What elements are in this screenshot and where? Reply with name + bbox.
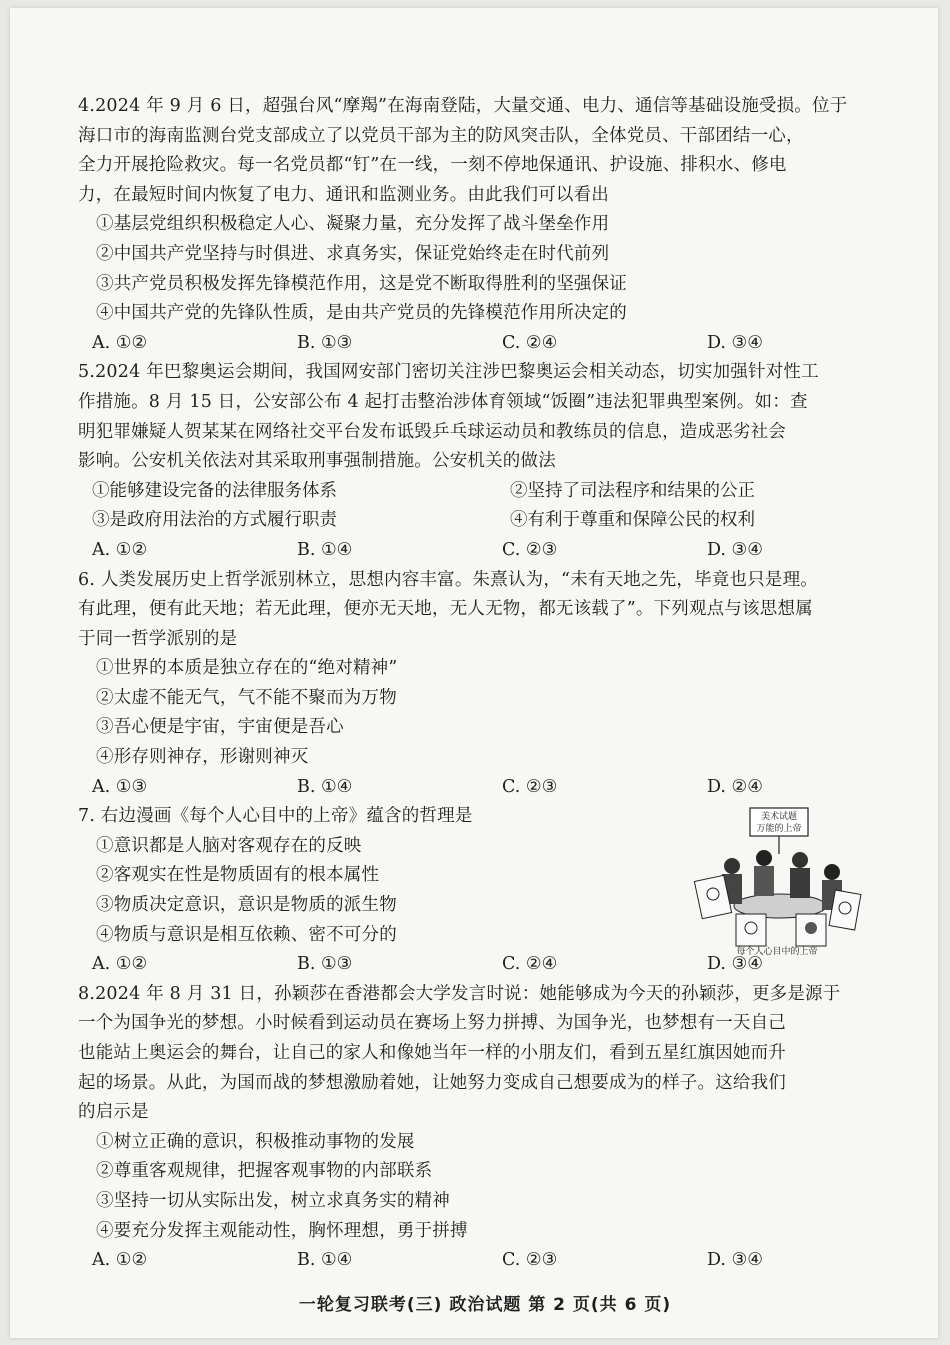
statement: ③共产党员积极发挥先锋模范作用，这是党不断取得胜利的坚强保证	[96, 273, 627, 294]
option-a: A. ①②	[92, 332, 148, 353]
answer-options	[78, 329, 868, 359]
statement: ②太虚不能无气，气不能不聚而为万物	[96, 687, 397, 708]
cartoon-drawing	[692, 806, 862, 956]
stem-line: 于同一哲学派别的是	[78, 628, 238, 649]
statement: ③物质决定意识，意识是物质的派生物	[96, 895, 397, 916]
statement: ③坚持一切从实际出发，树立求真务实的精神	[96, 1190, 450, 1211]
stem-line: 4.2024 年 9 月 6 日，超强台风“摩羯”在海南登陆，大量交通、电力、通信等基础设施受损。位于	[78, 96, 848, 116]
option-c: C. ②④	[502, 332, 558, 353]
stem-line: 一个为国争光的梦想。小时候看到运动员在赛场上努力拼搏、为国争光，也梦想有一天自己	[78, 1013, 786, 1034]
stem-line: 7. 右边漫画《每个人心目中的上帝》蕴含的哲理是	[78, 806, 473, 827]
answer-options	[78, 1246, 868, 1276]
question-4	[78, 92, 868, 358]
answer-options	[78, 773, 868, 803]
question-8	[78, 980, 868, 1276]
option-d: D. ③④	[707, 332, 763, 353]
exam-sheet	[10, 8, 938, 1338]
option-a: A. ①②	[92, 954, 148, 975]
option-b: B. ①④	[297, 1250, 353, 1271]
stem-line: 8.2024 年 8 月 31 日，孙颖莎在香港都会大学发言时说：她能够成为今天的孙颖莎，更多是源于	[78, 983, 841, 1004]
sign-text-2: 万能的上帝	[756, 824, 802, 834]
option-a: A. ①③	[92, 776, 148, 797]
stem-line: 6. 人类发展历史上哲学派别林立，思想内容丰富。朱熹认为，“未有天地之先，毕竟也只是理。	[78, 569, 819, 590]
option-c: C. ②③	[502, 1250, 558, 1271]
stem-line: 作措施。8 月 15 日，公安部公布 4 起打击整治涉体育领域“饭圈”违法犯罪典型案例。如：查	[78, 391, 808, 412]
option-c: C. ②③	[502, 539, 558, 560]
stem-line: 5.2024 年巴黎奥运会期间，我国网安部门密切关注涉巴黎奥运会相关动态，切实加强针对性工	[78, 362, 819, 383]
statement: ②客观实在性是物质固有的根本属性	[96, 865, 380, 886]
statement: ②坚持了司法程序和结果的公正	[510, 480, 755, 501]
stem-line: 的启示是	[78, 1102, 149, 1123]
stem-line: 起的场景。从此，为国而战的梦想激励着她，让她努力变成自己想要成为的样子。这给我们	[78, 1072, 786, 1093]
stem-line: 也能站上奥运会的舞台，让自己的家人和像她当年一样的小朋友们，看到五星红旗因她而升	[78, 1043, 786, 1063]
statement: ①意识都是人脑对客观存在的反映	[96, 835, 362, 856]
statement: ①世界的本质是独立存在的“绝对精神”	[96, 658, 398, 679]
option-b: B. ①④	[297, 776, 353, 797]
statement: ④中国共产党的先锋队性质，是由共产党员的先锋模范作用所决定的	[96, 303, 627, 324]
answer-options	[78, 536, 868, 566]
cartoon-illustration	[692, 806, 862, 956]
option-d: D. ③④	[707, 1250, 763, 1271]
stem-line: 有此理，便有此天地；若无此理，便亦无天地，无人无物，都无该载了”。下列观点与该思想属	[78, 599, 813, 620]
statement: ①基层党组织积极稳定人心、凝聚力量，充分发挥了战斗堡垒作用	[96, 214, 610, 235]
statement: ②中国共产党坚持与时俱进、求真务实，保证党始终走在时代前列	[96, 243, 610, 264]
statement: ③吾心便是宇宙，宇宙便是吾心	[96, 717, 344, 738]
page-footer: 一轮复习联考(三) 政治试题 第 2 页(共 6 页)	[298, 1295, 672, 1315]
cartoon-caption: 每个人心目中的上帝	[736, 947, 818, 956]
question-list	[78, 92, 868, 1276]
statement: ④形存则神存，形谢则神灭	[96, 747, 309, 768]
stem-line: 影响。公安机关依法对其采取刑事强制措施。公安机关的做法	[78, 451, 556, 472]
statement: ①树立正确的意识，积极推动事物的发展	[96, 1131, 415, 1152]
statement: ④物质与意识是相互依赖、密不可分的	[96, 924, 397, 945]
option-b: B. ①③	[297, 332, 353, 353]
statement-row	[78, 506, 868, 536]
statement: ①能够建设完备的法律服务体系	[92, 480, 337, 501]
statement: ②尊重客观规律，把握客观事物的内部联系	[96, 1161, 433, 1182]
stem-line: 力，在最短时间内恢复了电力、通讯和监测业务。由此我们可以看出	[78, 184, 609, 205]
option-d: D. ②④	[707, 776, 763, 797]
option-b: B. ①③	[297, 954, 353, 975]
statement: ④有利于尊重和保障公民的权利	[510, 510, 755, 531]
option-d: D. ③④	[707, 954, 763, 975]
option-c: C. ②④	[502, 954, 558, 975]
option-a: A. ①②	[92, 539, 148, 560]
statement: ④要充分发挥主观能动性，胸怀理想，勇于拼搏	[96, 1220, 468, 1241]
option-a: A. ①②	[92, 1250, 148, 1271]
stem-line: 全力开展抢险救灾。每一名党员都“钉”在一线，一刻不停地保通讯、护设施、排积水、修电	[78, 155, 787, 176]
question-6	[78, 566, 868, 803]
option-b: B. ①④	[297, 539, 353, 560]
statement-row	[78, 477, 868, 507]
sign-text-1: 美术试题	[760, 812, 798, 822]
stem-line: 明犯罪嫌疑人贺某某在网络社交平台发布诋毁乒乓球运动员和教练员的信息，造成恶劣社会	[78, 421, 786, 442]
option-c: C. ②③	[502, 776, 558, 797]
option-d: D. ③④	[707, 539, 763, 560]
statement: ③是政府用法治的方式履行职责	[92, 510, 337, 531]
question-5	[78, 358, 868, 565]
stem-line: 海口市的海南监测台党支部成立了以党员干部为主的防风突击队，全体党员、干部团结一心，	[78, 125, 804, 146]
